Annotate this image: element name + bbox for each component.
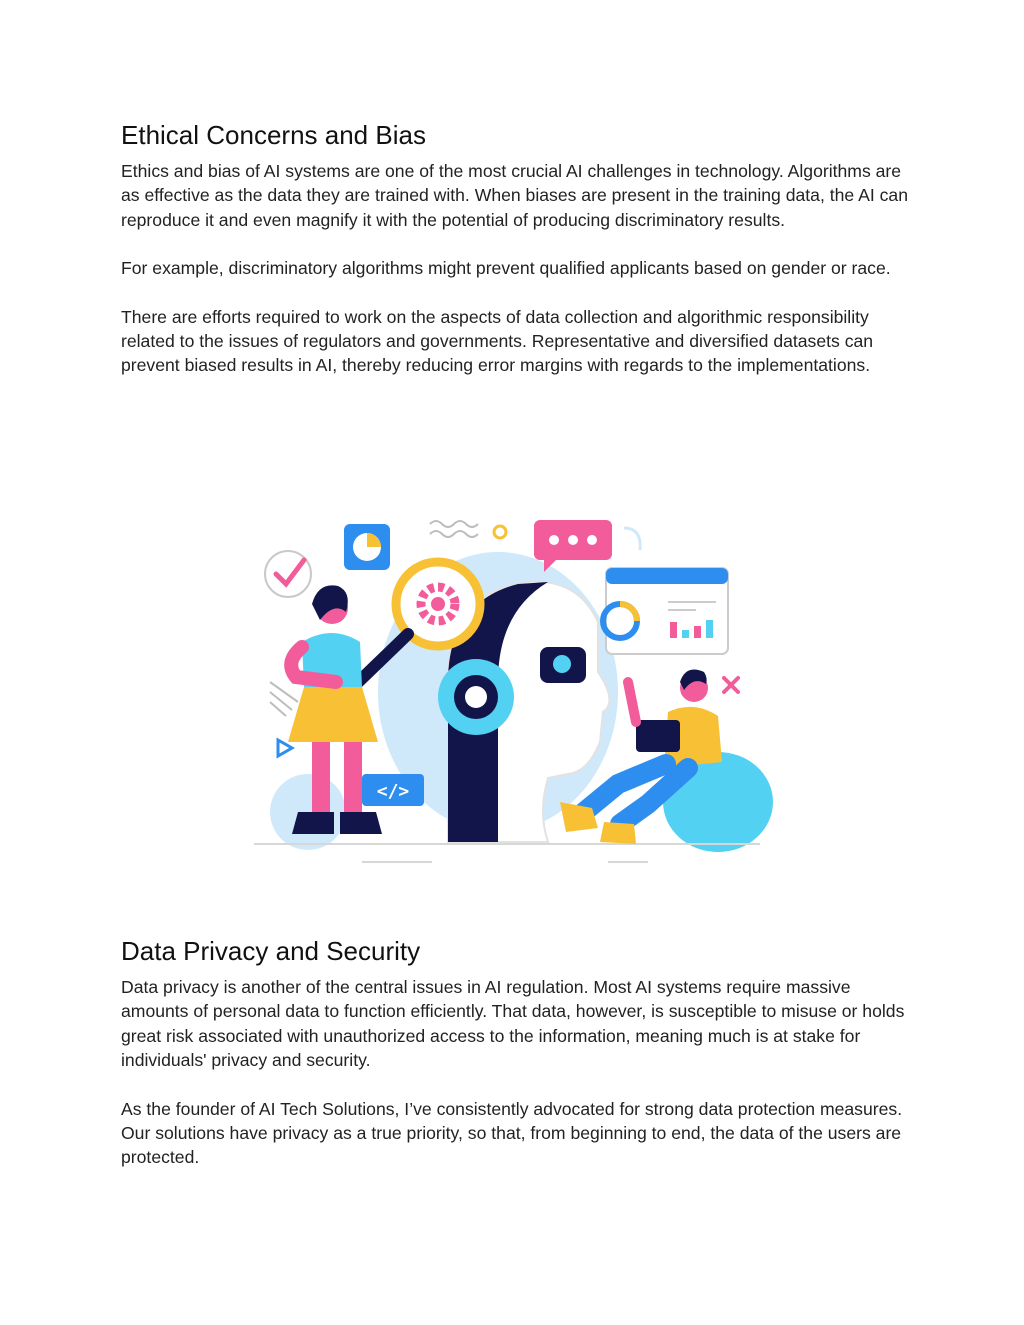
chat-dot <box>549 535 559 545</box>
bar-icon <box>670 622 677 638</box>
section-heading: Data Privacy and Security <box>121 936 421 966</box>
robot-ear-center <box>465 686 487 708</box>
lines-decoration <box>270 682 298 716</box>
ai-ethics-illustration <box>248 512 778 872</box>
code-tag-text: </> <box>376 781 410 802</box>
section-ethical-concerns <box>121 118 911 402</box>
paragraph: There are efforts required to work on the aspects of data collection and algorithmic responsibility related to the issues of regulators and governments. Representative and diversified datasets can prevent biased results in AI, thereby reducing error margins with regards to the implementations. <box>121 306 874 376</box>
wave-decoration <box>430 531 478 537</box>
close-icon <box>724 678 738 692</box>
paragraph: Ethics and bias of AI systems are one of the most crucial AI challenges in technology. Algorithms are as effective as the data they are trained with. When biases are present in the training data, the AI can reproduce it and even magnify it with the potential of producing discriminatory results. <box>121 161 908 230</box>
section-data-privacy <box>121 934 911 1194</box>
bar-icon <box>682 630 689 638</box>
wave-decoration <box>430 521 478 527</box>
chat-dot <box>568 535 578 545</box>
triangle-decoration <box>278 740 292 756</box>
paragraph: Data privacy is another of the central issues in AI regulation. Most AI systems require massive amounts of personal data to function efficiently. That data, however, is susceptible to misuse or holds great risk associated with unauthorized access to the information, meaning much is at stake for individuals' privacy and security. <box>121 977 905 1071</box>
section-heading: Ethical Concerns and Bias <box>121 120 426 150</box>
bar-icon <box>706 620 713 638</box>
robot-eye <box>553 655 571 673</box>
ring-decoration <box>494 526 506 538</box>
paragraph: For example, discriminatory algorithms might prevent qualified applicants based on gender or race. <box>121 258 891 279</box>
paragraph: As the founder of AI Tech Solutions, I’ve consistently advocated for strong data protection measures. Our solutions have privacy as a true priority, so that, from beginning to end, the data of the users are protected. <box>121 1098 903 1168</box>
bar-icon <box>694 626 701 638</box>
curve-decoration <box>624 528 640 550</box>
chat-dot <box>587 535 597 545</box>
dashboard-titlebar <box>606 568 728 584</box>
